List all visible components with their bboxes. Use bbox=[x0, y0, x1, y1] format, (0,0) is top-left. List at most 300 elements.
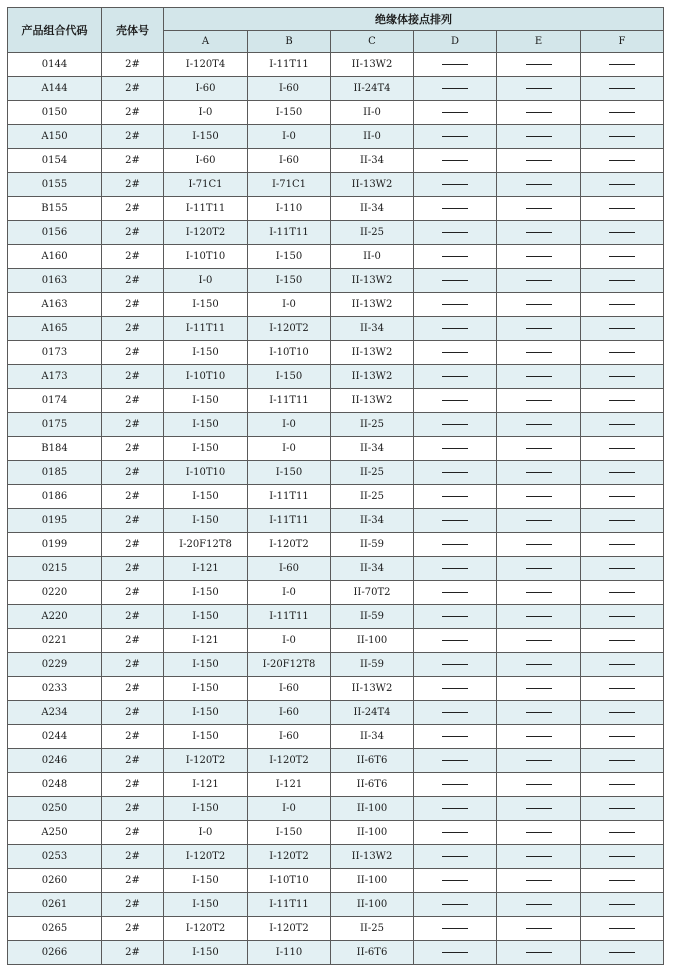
code-cell: 0185 bbox=[8, 461, 102, 485]
arrangement-e-cell bbox=[497, 77, 581, 101]
arrangement-e-cell bbox=[497, 365, 581, 389]
empty-dash bbox=[609, 904, 635, 905]
arrangement-e-cell bbox=[497, 917, 581, 941]
arrangement-e-cell bbox=[497, 125, 581, 149]
empty-dash bbox=[526, 88, 552, 89]
code-cell: 0150 bbox=[8, 101, 102, 125]
arrangement-c-cell: II-24T4 bbox=[331, 77, 414, 101]
table-body bbox=[8, 53, 664, 965]
arrangement-c-cell: II-34 bbox=[331, 509, 414, 533]
arrangement-b-cell: I-60 bbox=[248, 77, 331, 101]
arrangement-c-cell: II-0 bbox=[331, 125, 414, 149]
shell-cell: 2# bbox=[102, 725, 164, 749]
header-col-b: B bbox=[248, 31, 331, 53]
arrangement-e-cell bbox=[497, 533, 581, 557]
arrangement-b-cell: I-120T2 bbox=[248, 749, 331, 773]
arrangement-e-cell bbox=[497, 245, 581, 269]
empty-dash bbox=[609, 952, 635, 953]
arrangement-c-cell: II-100 bbox=[331, 629, 414, 653]
table-row bbox=[8, 413, 664, 437]
arrangement-f-cell bbox=[581, 149, 664, 173]
arrangement-a-cell: I-121 bbox=[164, 773, 248, 797]
arrangement-b-cell: I-11T11 bbox=[248, 605, 331, 629]
empty-dash bbox=[609, 352, 635, 353]
empty-dash bbox=[609, 136, 635, 137]
arrangement-c-cell: II-13W2 bbox=[331, 341, 414, 365]
arrangement-e-cell bbox=[497, 749, 581, 773]
empty-dash bbox=[526, 280, 552, 281]
arrangement-b-cell: I-60 bbox=[248, 725, 331, 749]
arrangement-f-cell bbox=[581, 341, 664, 365]
arrangement-a-cell: I-150 bbox=[164, 485, 248, 509]
code-cell: 0163 bbox=[8, 269, 102, 293]
code-cell: A160 bbox=[8, 245, 102, 269]
empty-dash bbox=[442, 112, 468, 113]
arrangement-b-cell: I-20F12T8 bbox=[248, 653, 331, 677]
arrangement-f-cell bbox=[581, 293, 664, 317]
arrangement-f-cell bbox=[581, 581, 664, 605]
shell-cell: 2# bbox=[102, 701, 164, 725]
empty-dash bbox=[526, 520, 552, 521]
table-row bbox=[8, 245, 664, 269]
arrangement-d-cell bbox=[414, 53, 497, 77]
arrangement-f-cell bbox=[581, 893, 664, 917]
arrangement-f-cell bbox=[581, 557, 664, 581]
code-cell: 0253 bbox=[8, 845, 102, 869]
table-row bbox=[8, 533, 664, 557]
shell-cell: 2# bbox=[102, 389, 164, 413]
arrangement-b-cell: I-60 bbox=[248, 557, 331, 581]
empty-dash bbox=[442, 688, 468, 689]
empty-dash bbox=[442, 160, 468, 161]
empty-dash bbox=[442, 304, 468, 305]
arrangement-c-cell: II-13W2 bbox=[331, 365, 414, 389]
header-product-code: 产品组合代码 bbox=[8, 8, 102, 53]
code-cell: 0156 bbox=[8, 221, 102, 245]
arrangement-f-cell bbox=[581, 533, 664, 557]
empty-dash bbox=[609, 208, 635, 209]
table-row bbox=[8, 365, 664, 389]
empty-dash bbox=[442, 424, 468, 425]
insulator-arrangement-table bbox=[7, 7, 664, 965]
shell-cell: 2# bbox=[102, 173, 164, 197]
empty-dash bbox=[442, 496, 468, 497]
empty-dash bbox=[609, 112, 635, 113]
empty-dash bbox=[442, 64, 468, 65]
shell-cell: 2# bbox=[102, 941, 164, 965]
table-row bbox=[8, 557, 664, 581]
empty-dash bbox=[442, 952, 468, 953]
empty-dash bbox=[526, 760, 552, 761]
arrangement-a-cell: I-10T10 bbox=[164, 365, 248, 389]
arrangement-b-cell: I-60 bbox=[248, 149, 331, 173]
header-col-d: D bbox=[414, 31, 497, 53]
arrangement-e-cell bbox=[497, 101, 581, 125]
arrangement-f-cell bbox=[581, 605, 664, 629]
arrangement-a-cell: I-150 bbox=[164, 581, 248, 605]
empty-dash bbox=[442, 136, 468, 137]
arrangement-d-cell bbox=[414, 701, 497, 725]
arrangement-e-cell bbox=[497, 893, 581, 917]
code-cell: A220 bbox=[8, 605, 102, 629]
shell-cell: 2# bbox=[102, 677, 164, 701]
shell-cell: 2# bbox=[102, 653, 164, 677]
arrangement-b-cell: I-11T11 bbox=[248, 509, 331, 533]
arrangement-d-cell bbox=[414, 389, 497, 413]
empty-dash bbox=[526, 448, 552, 449]
header-col-f: F bbox=[581, 31, 664, 53]
header-insulator-arrangement: 绝缘体接点排列 bbox=[164, 8, 664, 31]
shell-cell: 2# bbox=[102, 77, 164, 101]
code-cell: 0261 bbox=[8, 893, 102, 917]
code-cell: A165 bbox=[8, 317, 102, 341]
empty-dash bbox=[609, 256, 635, 257]
code-cell: 0199 bbox=[8, 533, 102, 557]
arrangement-f-cell bbox=[581, 317, 664, 341]
empty-dash bbox=[442, 256, 468, 257]
arrangement-a-cell: I-150 bbox=[164, 341, 248, 365]
empty-dash bbox=[442, 232, 468, 233]
arrangement-d-cell bbox=[414, 605, 497, 629]
table-row bbox=[8, 941, 664, 965]
empty-dash bbox=[609, 280, 635, 281]
code-cell: A163 bbox=[8, 293, 102, 317]
arrangement-b-cell: I-150 bbox=[248, 821, 331, 845]
arrangement-a-cell: I-150 bbox=[164, 509, 248, 533]
arrangement-e-cell bbox=[497, 629, 581, 653]
table-row bbox=[8, 917, 664, 941]
table-row bbox=[8, 461, 664, 485]
code-cell: A173 bbox=[8, 365, 102, 389]
arrangement-a-cell: I-11T11 bbox=[164, 317, 248, 341]
shell-cell: 2# bbox=[102, 101, 164, 125]
arrangement-d-cell bbox=[414, 221, 497, 245]
arrangement-d-cell bbox=[414, 149, 497, 173]
code-cell: 0221 bbox=[8, 629, 102, 653]
arrangement-b-cell: I-0 bbox=[248, 293, 331, 317]
empty-dash bbox=[442, 784, 468, 785]
arrangement-c-cell: II-70T2 bbox=[331, 581, 414, 605]
empty-dash bbox=[442, 88, 468, 89]
arrangement-d-cell bbox=[414, 461, 497, 485]
arrangement-c-cell: II-24T4 bbox=[331, 701, 414, 725]
arrangement-a-cell: I-150 bbox=[164, 725, 248, 749]
arrangement-e-cell bbox=[497, 725, 581, 749]
arrangement-f-cell bbox=[581, 125, 664, 149]
empty-dash bbox=[526, 904, 552, 905]
arrangement-a-cell: I-0 bbox=[164, 269, 248, 293]
empty-dash bbox=[609, 448, 635, 449]
arrangement-f-cell bbox=[581, 197, 664, 221]
arrangement-d-cell bbox=[414, 677, 497, 701]
code-cell: A150 bbox=[8, 125, 102, 149]
arrangement-d-cell bbox=[414, 845, 497, 869]
code-cell: B155 bbox=[8, 197, 102, 221]
header-col-c: C bbox=[331, 31, 414, 53]
arrangement-d-cell bbox=[414, 485, 497, 509]
shell-cell: 2# bbox=[102, 197, 164, 221]
code-cell: 0229 bbox=[8, 653, 102, 677]
table-row bbox=[8, 509, 664, 533]
arrangement-a-cell: I-10T10 bbox=[164, 245, 248, 269]
empty-dash bbox=[442, 616, 468, 617]
arrangement-e-cell bbox=[497, 269, 581, 293]
arrangement-b-cell: I-0 bbox=[248, 413, 331, 437]
code-cell: 0246 bbox=[8, 749, 102, 773]
arrangement-b-cell: I-110 bbox=[248, 941, 331, 965]
empty-dash bbox=[526, 640, 552, 641]
empty-dash bbox=[526, 136, 552, 137]
arrangement-a-cell: I-150 bbox=[164, 893, 248, 917]
code-cell: 0144 bbox=[8, 53, 102, 77]
empty-dash bbox=[609, 760, 635, 761]
code-cell: 0215 bbox=[8, 557, 102, 581]
empty-dash bbox=[609, 472, 635, 473]
shell-cell: 2# bbox=[102, 557, 164, 581]
empty-dash bbox=[609, 808, 635, 809]
shell-cell: 2# bbox=[102, 245, 164, 269]
arrangement-d-cell bbox=[414, 197, 497, 221]
shell-cell: 2# bbox=[102, 773, 164, 797]
table-row bbox=[8, 893, 664, 917]
empty-dash bbox=[442, 472, 468, 473]
arrangement-f-cell bbox=[581, 485, 664, 509]
arrangement-c-cell: II-25 bbox=[331, 413, 414, 437]
empty-dash bbox=[526, 64, 552, 65]
arrangement-c-cell: II-25 bbox=[331, 461, 414, 485]
arrangement-e-cell bbox=[497, 317, 581, 341]
arrangement-d-cell bbox=[414, 77, 497, 101]
shell-cell: 2# bbox=[102, 293, 164, 317]
shell-cell: 2# bbox=[102, 149, 164, 173]
table-row bbox=[8, 317, 664, 341]
shell-cell: 2# bbox=[102, 53, 164, 77]
empty-dash bbox=[442, 544, 468, 545]
shell-cell: 2# bbox=[102, 413, 164, 437]
empty-dash bbox=[526, 496, 552, 497]
empty-dash bbox=[609, 376, 635, 377]
empty-dash bbox=[526, 400, 552, 401]
empty-dash bbox=[526, 736, 552, 737]
empty-dash bbox=[609, 232, 635, 233]
empty-dash bbox=[609, 544, 635, 545]
arrangement-a-cell: I-121 bbox=[164, 629, 248, 653]
arrangement-a-cell: I-150 bbox=[164, 941, 248, 965]
arrangement-f-cell bbox=[581, 461, 664, 485]
code-cell: 0195 bbox=[8, 509, 102, 533]
empty-dash bbox=[609, 88, 635, 89]
table-row bbox=[8, 77, 664, 101]
table-row bbox=[8, 269, 664, 293]
arrangement-b-cell: I-71C1 bbox=[248, 173, 331, 197]
shell-cell: 2# bbox=[102, 605, 164, 629]
empty-dash bbox=[609, 616, 635, 617]
arrangement-e-cell bbox=[497, 221, 581, 245]
arrangement-b-cell: I-10T10 bbox=[248, 341, 331, 365]
shell-cell: 2# bbox=[102, 485, 164, 509]
empty-dash bbox=[526, 832, 552, 833]
table-row bbox=[8, 197, 664, 221]
arrangement-d-cell bbox=[414, 533, 497, 557]
arrangement-b-cell: I-11T11 bbox=[248, 53, 331, 77]
arrangement-a-cell: I-150 bbox=[164, 413, 248, 437]
arrangement-d-cell bbox=[414, 725, 497, 749]
empty-dash bbox=[526, 376, 552, 377]
empty-dash bbox=[526, 184, 552, 185]
arrangement-b-cell: I-0 bbox=[248, 797, 331, 821]
empty-dash bbox=[442, 376, 468, 377]
arrangement-d-cell bbox=[414, 173, 497, 197]
arrangement-f-cell bbox=[581, 869, 664, 893]
shell-cell: 2# bbox=[102, 437, 164, 461]
code-cell: 0266 bbox=[8, 941, 102, 965]
empty-dash bbox=[526, 952, 552, 953]
arrangement-b-cell: I-11T11 bbox=[248, 893, 331, 917]
empty-dash bbox=[526, 616, 552, 617]
table-row bbox=[8, 101, 664, 125]
empty-dash bbox=[526, 568, 552, 569]
arrangement-a-cell: I-120T2 bbox=[164, 917, 248, 941]
arrangement-c-cell: II-6T6 bbox=[331, 773, 414, 797]
arrangement-c-cell: II-6T6 bbox=[331, 749, 414, 773]
empty-dash bbox=[442, 448, 468, 449]
arrangement-e-cell bbox=[497, 845, 581, 869]
empty-dash bbox=[442, 712, 468, 713]
arrangement-c-cell: II-13W2 bbox=[331, 269, 414, 293]
arrangement-f-cell bbox=[581, 437, 664, 461]
arrangement-a-cell: I-0 bbox=[164, 821, 248, 845]
empty-dash bbox=[609, 304, 635, 305]
arrangement-c-cell: II-25 bbox=[331, 485, 414, 509]
table-row bbox=[8, 581, 664, 605]
arrangement-d-cell bbox=[414, 293, 497, 317]
shell-cell: 2# bbox=[102, 917, 164, 941]
table-row bbox=[8, 485, 664, 509]
arrangement-a-cell: I-150 bbox=[164, 437, 248, 461]
shell-cell: 2# bbox=[102, 893, 164, 917]
arrangement-d-cell bbox=[414, 413, 497, 437]
arrangement-b-cell: I-0 bbox=[248, 125, 331, 149]
empty-dash bbox=[442, 808, 468, 809]
shell-cell: 2# bbox=[102, 533, 164, 557]
empty-dash bbox=[526, 712, 552, 713]
empty-dash bbox=[526, 688, 552, 689]
table-row bbox=[8, 437, 664, 461]
empty-dash bbox=[442, 904, 468, 905]
arrangement-e-cell bbox=[497, 389, 581, 413]
code-cell: 0174 bbox=[8, 389, 102, 413]
arrangement-f-cell bbox=[581, 725, 664, 749]
empty-dash bbox=[442, 568, 468, 569]
table-row bbox=[8, 173, 664, 197]
arrangement-a-cell: I-60 bbox=[164, 149, 248, 173]
arrangement-b-cell: I-120T2 bbox=[248, 533, 331, 557]
arrangement-d-cell bbox=[414, 917, 497, 941]
arrangement-d-cell bbox=[414, 341, 497, 365]
empty-dash bbox=[526, 856, 552, 857]
shell-cell: 2# bbox=[102, 341, 164, 365]
arrangement-a-cell: I-150 bbox=[164, 605, 248, 629]
arrangement-a-cell: I-150 bbox=[164, 389, 248, 413]
code-cell: B184 bbox=[8, 437, 102, 461]
empty-dash bbox=[526, 352, 552, 353]
code-cell: 0250 bbox=[8, 797, 102, 821]
empty-dash bbox=[526, 808, 552, 809]
shell-cell: 2# bbox=[102, 125, 164, 149]
arrangement-f-cell bbox=[581, 677, 664, 701]
table-row bbox=[8, 341, 664, 365]
arrangement-a-cell: I-150 bbox=[164, 677, 248, 701]
arrangement-c-cell: II-25 bbox=[331, 917, 414, 941]
empty-dash bbox=[442, 280, 468, 281]
shell-cell: 2# bbox=[102, 581, 164, 605]
empty-dash bbox=[526, 928, 552, 929]
arrangement-d-cell bbox=[414, 797, 497, 821]
empty-dash bbox=[526, 472, 552, 473]
arrangement-b-cell: I-11T11 bbox=[248, 221, 331, 245]
empty-dash bbox=[442, 400, 468, 401]
arrangement-f-cell bbox=[581, 413, 664, 437]
arrangement-e-cell bbox=[497, 941, 581, 965]
arrangement-b-cell: I-0 bbox=[248, 581, 331, 605]
empty-dash bbox=[442, 640, 468, 641]
shell-cell: 2# bbox=[102, 629, 164, 653]
arrangement-c-cell: II-0 bbox=[331, 245, 414, 269]
arrangement-a-cell: I-120T2 bbox=[164, 749, 248, 773]
arrangement-e-cell bbox=[497, 413, 581, 437]
arrangement-a-cell: I-150 bbox=[164, 797, 248, 821]
empty-dash bbox=[609, 928, 635, 929]
arrangement-d-cell bbox=[414, 581, 497, 605]
code-cell: 0220 bbox=[8, 581, 102, 605]
arrangement-b-cell: I-11T11 bbox=[248, 485, 331, 509]
code-cell: 0173 bbox=[8, 341, 102, 365]
empty-dash bbox=[442, 520, 468, 521]
empty-dash bbox=[526, 880, 552, 881]
arrangement-e-cell bbox=[497, 773, 581, 797]
arrangement-e-cell bbox=[497, 821, 581, 845]
table-row bbox=[8, 149, 664, 173]
empty-dash bbox=[442, 208, 468, 209]
arrangement-e-cell bbox=[497, 149, 581, 173]
arrangement-f-cell bbox=[581, 629, 664, 653]
arrangement-f-cell bbox=[581, 245, 664, 269]
arrangement-b-cell: I-150 bbox=[248, 365, 331, 389]
arrangement-d-cell bbox=[414, 821, 497, 845]
arrangement-c-cell: II-25 bbox=[331, 221, 414, 245]
empty-dash bbox=[609, 424, 635, 425]
arrangement-e-cell bbox=[497, 53, 581, 77]
arrangement-a-cell: I-150 bbox=[164, 293, 248, 317]
arrangement-d-cell bbox=[414, 869, 497, 893]
arrangement-a-cell: I-150 bbox=[164, 701, 248, 725]
empty-dash bbox=[526, 160, 552, 161]
table-row bbox=[8, 725, 664, 749]
arrangement-f-cell bbox=[581, 389, 664, 413]
empty-dash bbox=[609, 184, 635, 185]
empty-dash bbox=[526, 232, 552, 233]
arrangement-d-cell bbox=[414, 245, 497, 269]
arrangement-a-cell: I-71C1 bbox=[164, 173, 248, 197]
shell-cell: 2# bbox=[102, 509, 164, 533]
table-row bbox=[8, 605, 664, 629]
arrangement-c-cell: II-13W2 bbox=[331, 845, 414, 869]
shell-cell: 2# bbox=[102, 845, 164, 869]
shell-cell: 2# bbox=[102, 797, 164, 821]
arrangement-c-cell: II-13W2 bbox=[331, 53, 414, 77]
arrangement-b-cell: I-150 bbox=[248, 269, 331, 293]
table-row bbox=[8, 125, 664, 149]
